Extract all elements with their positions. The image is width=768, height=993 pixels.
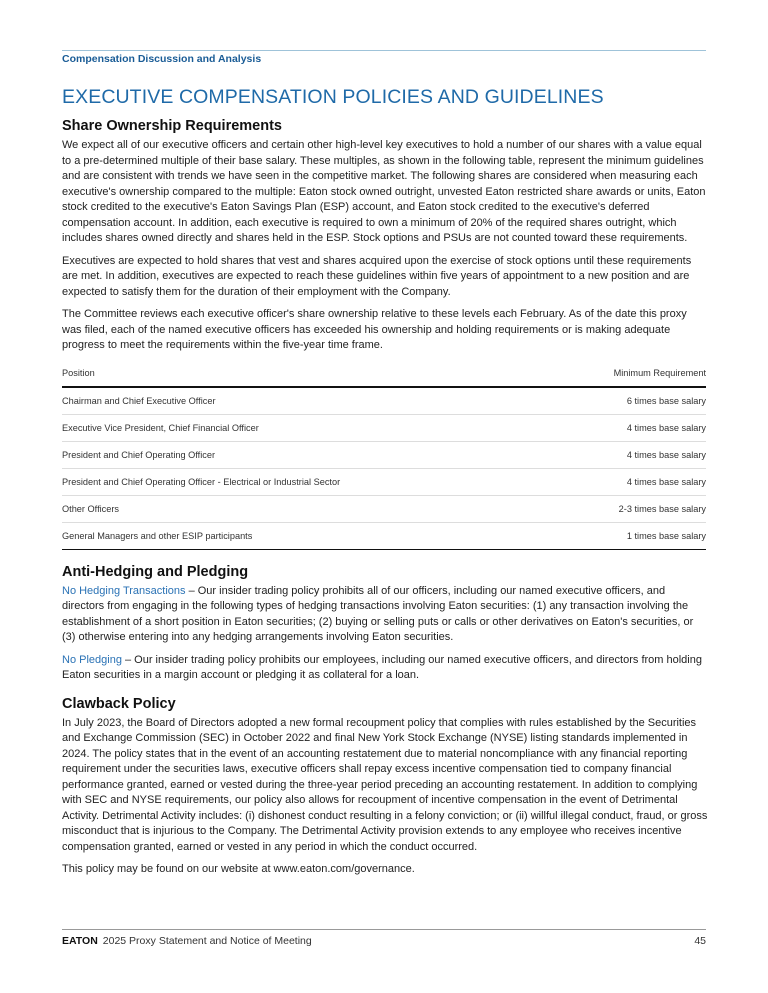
paragraph: The Committee reviews each executive officer's share ownership relative to these levels each February. As of the date this proxy was filed, each of the named executive officers has exceeded his ownership and holding requirements or is making adequate progress to meet the requirements within the five-year time frame. xyxy=(62,308,687,351)
share-ownership-heading: Share Ownership Requirements xyxy=(62,118,282,134)
term-label: No Pledging xyxy=(62,653,122,666)
term-text: – Our insider trading policy prohibits all of our officers, including our named executive officers, and directors from engaging in the following types of hedging transactions involving Eaton securities: (1) any transaction involving the establishment of a short position in Eaton securities; (2) buying or selling puts or calls or other derivatives on Eaton's securities, or (3) otherwise entering into any hedging arrangements involving Eaton securities. xyxy=(62,584,694,643)
eaton-logo: EATON xyxy=(62,935,98,947)
paragraph: This policy may be found on our website at www.eaton.com/governance. xyxy=(62,863,415,875)
page-title: EXECUTIVE COMPENSATION POLICIES AND GUIDELINES xyxy=(62,86,604,108)
clawback-heading: Clawback Policy xyxy=(62,695,176,712)
position-cell: Executive Vice President, Chief Financial Officer xyxy=(62,414,545,441)
paragraph: We expect all of our executive officers and certain other high-level key executives to hold a number of our shares with a value equal to a pre-determined multiple of their base salary. These multiples, as shown in the following table, represent the minimum guidelines and are consistent with trends we have seen in the competitive market. The following shares are considered when measuring each executive's ownership compared to the multiple: Eaton stock owned outright, unvested Eaton restricted share awards or units, Eaton stock credited to the executive's Eaton Savings Plan (ESP) account, and Eaton stock credited to the executive's deferred compensation account. In addition, each executive is required to own a minimum of 20% of the required shares outright, which includes shares owned directly and shares held in the ESP. Stock options and PSUs are not counted toward these requirements. xyxy=(62,139,706,244)
term-label: No Hedging Transactions xyxy=(62,584,186,597)
page-footer xyxy=(62,929,706,947)
paragraph xyxy=(62,584,708,646)
section-label: Compensation Discussion and Analysis xyxy=(62,53,262,65)
top-rule xyxy=(62,50,706,51)
page-number: 45 xyxy=(694,935,706,947)
position-cell: President and Chief Operating Officer - Electrical or Industrial Sector xyxy=(62,468,545,495)
column-header: Minimum Requirement xyxy=(545,364,706,387)
table-row xyxy=(62,468,706,495)
requirement-cell: 4 times base salary xyxy=(545,414,706,441)
table-row xyxy=(62,387,706,415)
term-text: – Our insider trading policy prohibits our employees, including our named executive officers, and directors from holding Eaton securities in a margin account or pledging it as collateral for a loan. xyxy=(62,653,702,681)
ownership-table xyxy=(62,364,706,550)
position-cell: General Managers and other ESIP participants xyxy=(62,522,545,549)
table-row xyxy=(62,414,706,441)
position-cell: President and Chief Operating Officer xyxy=(62,441,545,468)
position-cell: Other Officers xyxy=(62,495,545,522)
table-header xyxy=(62,364,706,387)
position-cell: Chairman and Chief Executive Officer xyxy=(62,387,545,415)
requirement-cell: 6 times base salary xyxy=(545,387,706,415)
requirement-cell: 2-3 times base salary xyxy=(545,495,706,522)
requirement-cell: 4 times base salary xyxy=(545,468,706,495)
column-header: Position xyxy=(62,364,545,387)
requirement-cell: 1 times base salary xyxy=(545,522,706,549)
paragraph: In July 2023, the Board of Directors adopted a new formal recoupment policy that complies with rules established by the Securities and Exchange Commission (SEC) in October 2022 and final New York Stock Exchange (NYSE) listing standards implemented in 2024. The policy states that in the event of an accounting restatement due to material noncompliance with any financial reporting requirement under the securities laws, executive officers shall repay excess incentive compensation tied to company financial performance granted, earned or vested during the three-year period preceding an accounting restatement. In addition to complying with SEC and NYSE requirements, our policy also allows for recoupment of incentive compensation in the event of Detrimental Activity. Detrimental Activity includes: (i) dishonest conduct resulting in a felony conviction; or (ii) willful illegal conduct, fraud, or gross misconduct that is injurious to the Company. The Detrimental Activity provision extends to any employee who receives incentive compensation granted, earned or vested in any period in which the conduct occurred. xyxy=(62,716,708,853)
paragraph: Executives are expected to hold shares that vest and shares acquired upon the exercise of stock options until these requirements are met. In addition, executives are expected to reach these guidelines within five years of appointment to a new position and are expected to satisfy them for the duration of their employment with the Company. xyxy=(62,254,692,298)
document-title: 2025 Proxy Statement and Notice of Meeting xyxy=(102,935,312,947)
table-row xyxy=(62,495,706,522)
requirement-cell: 4 times base salary xyxy=(545,441,706,468)
table-row xyxy=(62,441,706,468)
table-row xyxy=(62,522,706,549)
anti-hedging-heading: Anti-Hedging and Pledging xyxy=(62,563,249,580)
paragraph xyxy=(62,653,708,684)
